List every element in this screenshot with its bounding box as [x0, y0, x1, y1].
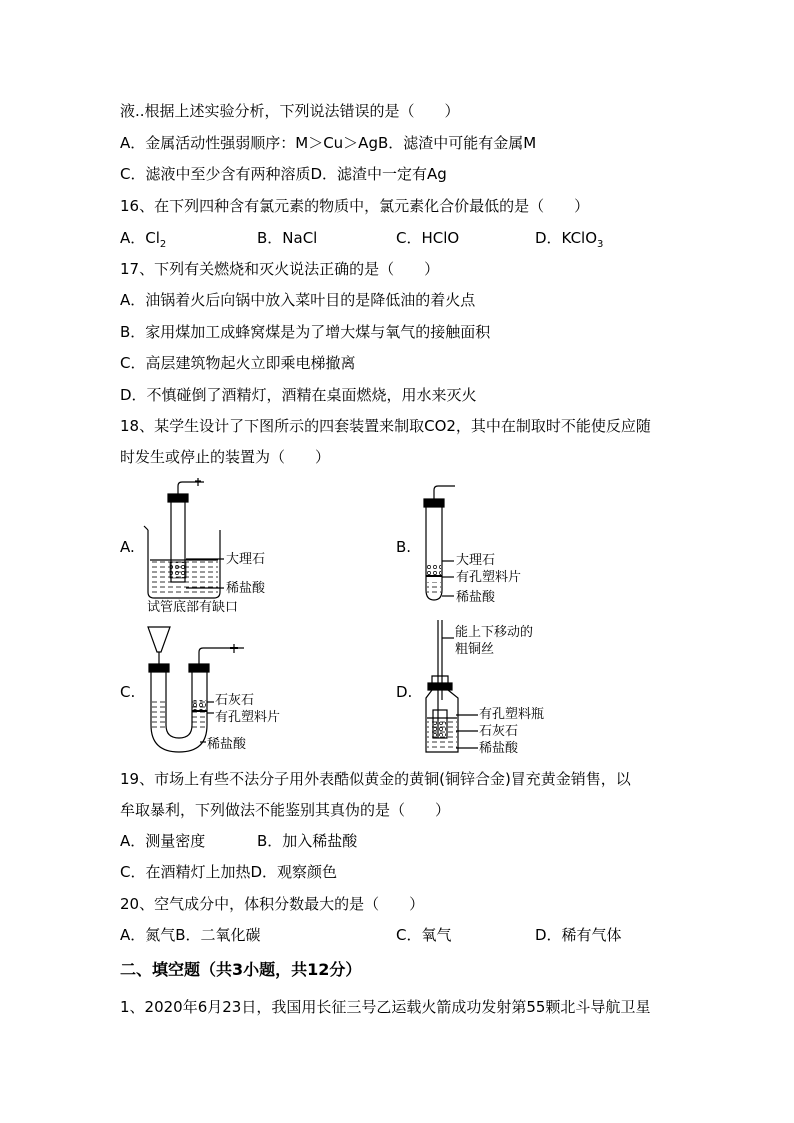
figure-d-label-acid: 稀盐酸 — [479, 741, 519, 756]
apparatus-d — [426, 620, 478, 752]
q19-options-cd: C．在酒精灯上加热D．观察颜色 — [120, 863, 338, 881]
figure-letter-d: D. — [396, 683, 413, 701]
q16-option-b: B．NaCl — [257, 229, 318, 247]
apparatus-c — [148, 627, 247, 752]
figure-c-label-limestone: 石灰石 — [215, 693, 255, 708]
figure-d-label-movable: 能上下移动的 — [455, 625, 534, 640]
q16-option-a: A．$Cl_2$ — [120, 229, 167, 250]
question-19-stem-line1: 19、市场上有些不法分子用外表酷似黄金的黄铜(铜锌合金)冒充黄金销售，以 — [120, 770, 631, 788]
q17-option-b: B．家用煤加工成蜂窝煤是为了增大煤与氧气的接触面积 — [120, 323, 491, 341]
figure-c-label-plate: 有孔塑料片 — [215, 710, 281, 725]
q19-option-b: B．加入稀盐酸 — [257, 832, 358, 850]
q16-option-c: C．HClO — [396, 229, 460, 247]
question-15-options-cd: C．滤液中至少含有两种溶质D．滤渣中一定有Ag — [120, 165, 447, 183]
apparatus-b — [424, 486, 455, 600]
figure-a-label-marble: 大理石 — [226, 552, 266, 567]
q17-option-c: C．高层建筑物起火立即乘电梯撤离 — [120, 354, 356, 372]
question-15-continuation: 液..根据上述实验分析，下列说法错误的是（ ） — [120, 102, 460, 120]
q20-option-d: D．稀有气体 — [535, 926, 622, 944]
fill-question-1: 1、2020年6月23日，我国用长征三号乙运载火箭成功发射第55颗北斗导航卫星 — [120, 998, 651, 1016]
question-20-stem: 20、空气成分中，体积分数最大的是（ ） — [120, 895, 425, 913]
section-2-heading: 二、填空题（共3小题，共12分） — [120, 960, 362, 979]
figure-d-label-limestone: 石灰石 — [479, 724, 519, 739]
q16-option-d: D．KClO$_3$ — [535, 229, 604, 250]
q17-option-d: D．不慎碰倒了酒精灯，酒精在桌面燃烧，用水来灭火 — [120, 386, 477, 404]
q20-options-ab: A．氮气B．二氧化碳 — [120, 926, 261, 944]
figure-b-label-plate: 有孔塑料片 — [456, 570, 522, 585]
figure-b-label-acid: 稀盐酸 — [456, 590, 496, 605]
question-17-stem: 17、下列有关燃烧和灭火说法正确的是（ ） — [120, 260, 440, 278]
apparatus-a — [144, 478, 224, 598]
question-18-stem-line2: 时发生或停止的装置为（ ） — [120, 448, 331, 466]
figure-a-label-acid: 稀盐酸 — [226, 581, 266, 596]
figure-a-label-notch: 试管底部有缺口 — [147, 600, 239, 615]
figure-letter-b: B. — [396, 538, 412, 556]
question-16-stem: 16、在下列四种含有氯元素的物质中，氯元素化合价最低的是（ ） — [120, 197, 590, 215]
figure-letter-a: A. — [120, 538, 135, 556]
figure-b-label-marble: 大理石 — [456, 553, 496, 568]
question-19-stem-line2: 牟取暴利，下列做法不能鉴别其真伪的是（ ） — [120, 801, 451, 819]
figure-d-label-bottle: 有孔塑料瓶 — [479, 707, 545, 722]
figure-letter-c: C. — [120, 683, 136, 701]
figure-c-label-acid: 稀盐酸 — [207, 737, 247, 752]
figure-d-label-copper-wire: 粗铜丝 — [455, 642, 495, 657]
q19-option-a: A．测量密度 — [120, 832, 206, 850]
question-15-options-ab: A．金属活动性强弱顺序：M＞Cu＞AgB．滤渣中可能有金属M — [120, 134, 537, 152]
question-18-stem-line1: 18、某学生设计了下图所示的四套装置来制取CO2，其中在制取时不能使反应随 — [120, 417, 651, 435]
q20-option-c: C．氧气 — [396, 926, 452, 944]
q17-option-a: A．油锅着火后向锅中放入菜叶目的是降低油的着火点 — [120, 291, 476, 309]
